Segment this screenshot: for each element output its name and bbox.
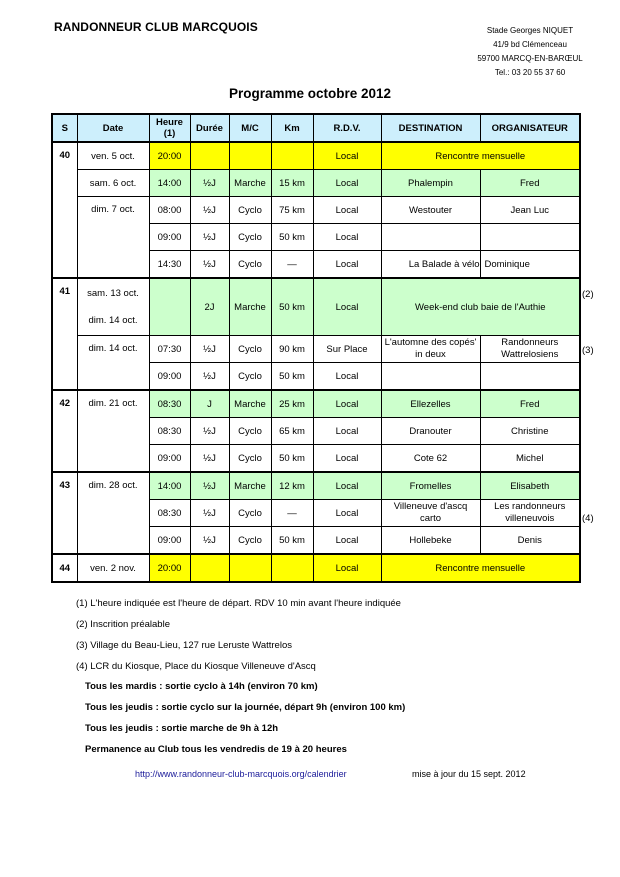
destination-cell: Week-end club baie de l'Authie [381, 278, 580, 336]
destination-cell: Dranouter [381, 418, 480, 445]
table-row [52, 278, 580, 336]
km-cell: 50 km [271, 445, 313, 473]
col-header-date: Date [77, 114, 149, 142]
duration-cell: ½J [190, 445, 229, 473]
duration-cell: ½J [190, 472, 229, 500]
recurring-note: Tous les jeudis : sortie marche de 9h à 12h [85, 723, 279, 734]
destination-cell: Hollebeke [381, 527, 480, 555]
update-date: mise à jour du 15 sept. 2012 [412, 769, 526, 779]
col-header-mc: M/C [229, 114, 271, 142]
destination-cell: Westouter [381, 197, 480, 224]
duration-cell: 2J [190, 278, 229, 336]
organizer-cell: Fred [480, 390, 580, 418]
time-cell: 08:00 [149, 197, 190, 224]
date-cell: dim. 28 oct. [77, 472, 149, 554]
address-phone: Tel.: 03 20 55 37 60 [494, 68, 566, 77]
km-cell: 90 km [271, 336, 313, 363]
duration-cell: ½J [190, 527, 229, 555]
organizer-cell: Denis [480, 527, 580, 555]
type-cell: Cyclo [229, 251, 271, 279]
footnotes [76, 597, 401, 681]
destination-cell: Fromelles [381, 472, 480, 500]
week-number: 42 [52, 390, 77, 472]
rdv-cell: Local [313, 445, 381, 473]
address-line: Stade Georges NIQUET [486, 26, 574, 35]
time-cell: 09:00 [149, 363, 190, 391]
type-cell: Cyclo [229, 418, 271, 445]
time-cell: 08:30 [149, 418, 190, 445]
organizer-cell [480, 363, 580, 391]
time-cell [149, 278, 190, 336]
organizer-cell: Randonneurs Wattrelosiens [480, 336, 580, 363]
organizer-cell: Elisabeth [480, 472, 580, 500]
km-cell: 50 km [271, 363, 313, 391]
rdv-cell: Sur Place [313, 336, 381, 363]
time-cell: 08:30 [149, 500, 190, 527]
address-line: 59700 MARCQ-EN-BARŒUL [477, 54, 583, 63]
table-row [52, 170, 580, 197]
organizer-cell: Christine [480, 418, 580, 445]
page-title: Programme octobre 2012 [228, 86, 392, 101]
rdv-cell: Local [313, 170, 381, 197]
duration-cell: ½J [190, 500, 229, 527]
col-header-duree: Durée [190, 114, 229, 142]
note-marker: (2) [582, 289, 594, 300]
type-cell: Cyclo [229, 445, 271, 473]
week-number: 41 [52, 278, 77, 390]
duration-cell [190, 142, 229, 170]
duration-cell [190, 554, 229, 582]
week-number: 40 [52, 142, 77, 278]
col-header-rdv: R.D.V. [313, 114, 381, 142]
rdv-cell: Local [313, 224, 381, 251]
week-number: 44 [52, 554, 77, 582]
km-cell: — [271, 251, 313, 279]
table-row [52, 142, 580, 170]
duration-cell: ½J [190, 363, 229, 391]
rdv-cell: Local [313, 142, 381, 170]
table-row [52, 197, 580, 224]
destination-cell: Cote 62 [381, 445, 480, 473]
destination-cell [381, 363, 480, 391]
date-cell: dim. 21 oct. [77, 390, 149, 472]
km-cell [271, 554, 313, 582]
km-cell: 25 km [271, 390, 313, 418]
rdv-cell: Local [313, 363, 381, 391]
type-cell: Cyclo [229, 336, 271, 363]
date-cell [77, 278, 149, 336]
organizer-cell: Fred [480, 170, 580, 197]
duration-cell: ½J [190, 224, 229, 251]
time-cell: 08:30 [149, 390, 190, 418]
destination-cell: Villeneuve d'ascq carto [381, 500, 480, 527]
date-cell: dim. 14 oct. [77, 336, 149, 391]
date-start: sam. 13 oct. [87, 288, 139, 299]
recurring-note: Permanence au Club tous les vendredis de 19 à 20 heures [85, 744, 347, 755]
organizer-cell: Dominique [480, 251, 580, 279]
date-end: dim. 14 oct. [88, 315, 138, 326]
organizer-cell: Michel [480, 445, 580, 473]
duration-cell: ½J [190, 251, 229, 279]
time-cell: 20:00 [149, 142, 190, 170]
km-cell: 12 km [271, 472, 313, 500]
note-marker: (3) [582, 345, 594, 356]
type-cell: Marche [229, 390, 271, 418]
rdv-cell: Local [313, 197, 381, 224]
footnote: (3) Village du Beau-Lieu, 127 rue Leruste Wattrelos [76, 640, 292, 651]
type-cell: Cyclo [229, 224, 271, 251]
col-header-organisateur: ORGANISATEUR [480, 114, 580, 142]
address-line: 41/9 bd Clémenceau [493, 40, 567, 49]
destination-cell: Ellezelles [381, 390, 480, 418]
type-cell: Marche [229, 170, 271, 197]
recurring-activities [85, 680, 405, 764]
col-header-destination: DESTINATION [381, 114, 480, 142]
rdv-cell: Local [313, 251, 381, 279]
duration-cell: J [190, 390, 229, 418]
note-marker: (4) [582, 513, 594, 524]
col-header-week: S [52, 114, 77, 142]
type-cell: Cyclo [229, 527, 271, 555]
organizer-cell: Jean Luc [480, 197, 580, 224]
km-cell: 50 km [271, 278, 313, 336]
km-cell: — [271, 500, 313, 527]
rdv-cell: Local [313, 472, 381, 500]
type-cell: Marche [229, 278, 271, 336]
time-cell: 14:00 [149, 170, 190, 197]
date-cell: ven. 5 oct. [77, 142, 149, 170]
week-number: 43 [52, 472, 77, 554]
type-cell: Marche [229, 472, 271, 500]
table-row [52, 336, 580, 363]
duration-cell: ½J [190, 336, 229, 363]
date-cell: dim. 7 oct. [77, 197, 149, 279]
time-cell: 14:30 [149, 251, 190, 279]
destination-cell: Rencontre mensuelle [381, 554, 580, 582]
rdv-cell: Local [313, 418, 381, 445]
km-cell: 75 km [271, 197, 313, 224]
duration-cell: ½J [190, 170, 229, 197]
km-cell [271, 142, 313, 170]
program-table [51, 113, 581, 583]
type-cell: Cyclo [229, 500, 271, 527]
destination-cell: La Balade à vélo [381, 251, 480, 279]
recurring-note: Tous les jeudis : sortie cyclo sur la journée, départ 9h (environ 100 km) [85, 702, 406, 713]
rdv-cell: Local [313, 278, 381, 336]
date-cell: sam. 6 oct. [77, 170, 149, 197]
footnote: (4) LCR du Kiosque, Place du Kiosque Villeneuve d'Ascq [76, 661, 316, 672]
km-cell: 15 km [271, 170, 313, 197]
rdv-cell: Local [313, 527, 381, 555]
time-cell: 14:00 [149, 472, 190, 500]
table-header-row [52, 114, 580, 142]
footnote: (2) Inscrition préalable [76, 619, 170, 630]
type-cell [229, 142, 271, 170]
time-cell: 07:30 [149, 336, 190, 363]
time-cell: 09:00 [149, 445, 190, 473]
col-header-heure: Heure (1) [149, 114, 190, 142]
type-cell: Cyclo [229, 363, 271, 391]
club-address [460, 24, 600, 80]
km-cell: 50 km [271, 224, 313, 251]
time-cell: 09:00 [149, 527, 190, 555]
km-cell: 65 km [271, 418, 313, 445]
destination-cell [381, 224, 480, 251]
footnote: (1) L'heure indiquée est l'heure de départ. RDV 10 min avant l'heure indiquée [76, 598, 401, 609]
time-cell: 09:00 [149, 224, 190, 251]
type-cell: Cyclo [229, 197, 271, 224]
destination-cell: Rencontre mensuelle [381, 142, 580, 170]
duration-cell: ½J [190, 418, 229, 445]
destination-cell: L'automne des copés' in deux [381, 336, 480, 363]
club-name: RANDONNEUR CLUB MARCQUOIS [54, 20, 258, 34]
duration-cell: ½J [190, 197, 229, 224]
km-cell: 50 km [271, 527, 313, 555]
time-cell: 20:00 [149, 554, 190, 582]
type-cell [229, 554, 271, 582]
rdv-cell: Local [313, 390, 381, 418]
website-link[interactable]: http://www.randonneur-club-marcquois.org/calendrier [135, 769, 347, 779]
table-row [52, 554, 580, 582]
organizer-cell: Les randonneurs villeneuvois [480, 500, 580, 527]
table-row [52, 390, 580, 418]
destination-cell: Phalempin [381, 170, 480, 197]
recurring-note: Tous les mardis : sortie cyclo à 14h (environ 70 km) [85, 681, 318, 692]
date-cell: ven. 2 nov. [77, 554, 149, 582]
rdv-cell: Local [313, 500, 381, 527]
organizer-cell [480, 224, 580, 251]
table-row [52, 472, 580, 500]
rdv-cell: Local [313, 554, 381, 582]
col-header-km: Km [271, 114, 313, 142]
